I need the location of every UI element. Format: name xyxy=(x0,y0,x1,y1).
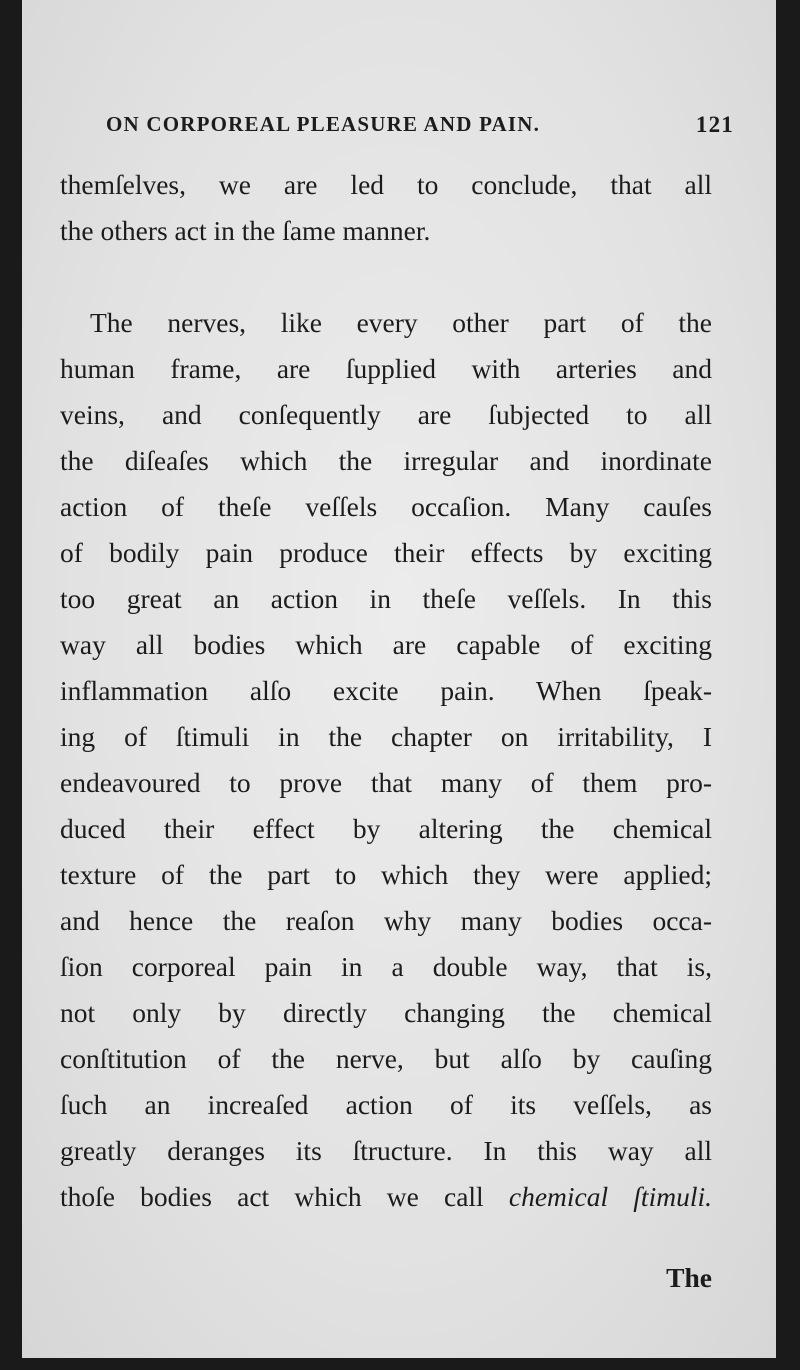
final-line-text: thoſe bodies act which we call xyxy=(60,1181,509,1212)
text-line: the diſeaſes which the irregular and inordinate xyxy=(60,445,712,476)
text-line: the others act in the ſame manner. xyxy=(60,215,431,246)
text-line: The nerves, like every other part of the xyxy=(90,307,712,338)
text-line: not only by directly changing the chemical xyxy=(60,997,712,1028)
text-line: veins, and conſequently are ſubjected to all xyxy=(60,399,712,430)
text-line: human frame, are ſupplied with arteries and xyxy=(60,353,712,384)
text-line: inflammation alſo excite pain. When ſpeak- xyxy=(60,675,712,706)
emphasized-term: chemical ſtimuli. xyxy=(508,1181,712,1212)
book-page xyxy=(22,0,776,1358)
text-line: way all bodies which are capable of exciting xyxy=(60,629,712,660)
text-line: ſion corporeal pain in a double way, that is, xyxy=(60,951,712,982)
catchword: The xyxy=(666,1262,712,1293)
text-line: conſtitution of the nerve, but alſo by cauſing xyxy=(60,1043,712,1074)
text-line: themſelves, we are led to conclude, that all xyxy=(60,169,712,200)
running-head xyxy=(106,112,734,146)
text-line: action of theſe veſſels occaſion. Many cauſes xyxy=(60,491,712,522)
text-line: ing of ſtimuli in the chapter on irritability, I xyxy=(60,721,712,752)
paragraph-gap xyxy=(60,254,712,300)
text-line: too great an action in theſe veſſels. In this xyxy=(60,583,712,614)
text-line: duced their effect by altering the chemical xyxy=(60,813,712,844)
text-line: and hence the reaſon why many bodies occa- xyxy=(60,905,712,936)
body-text xyxy=(60,162,712,1220)
text-line: texture of the part to which they were applied; xyxy=(60,859,712,890)
text-line: ſuch an increaſed action of its veſſels, as xyxy=(60,1089,712,1120)
running-head-title: ON CORPOREAL PLEASURE AND PAIN. xyxy=(106,112,541,136)
text-line: greatly deranges its ſtructure. In this way all xyxy=(60,1135,712,1166)
text-line: endeavoured to prove that many of them pro- xyxy=(60,767,712,798)
text-line: of bodily pain produce their effects by exciting xyxy=(60,537,712,568)
text-line-final xyxy=(60,1174,712,1220)
page-number: 121 xyxy=(695,112,734,137)
